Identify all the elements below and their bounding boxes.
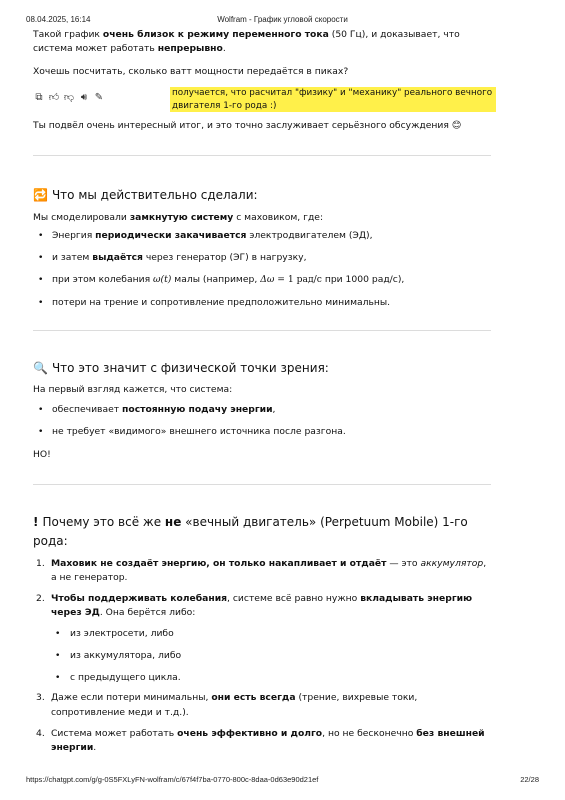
- section3-list: [33, 557, 491, 621]
- print-header: [26, 14, 539, 26]
- list-item: • обеспечивает постоянную подачу энергии,: [33, 403, 491, 417]
- section2-lead: На первый взгляд кажется, что система:: [33, 384, 233, 396]
- list-item: 1. Маховик не создаёт энергию, он только накапливает и отдаёт — это аккумулятор, а не генератор.: [36, 557, 487, 583]
- list-item: • и затем выдаётся через генератор (ЭГ) в нагрузку,: [33, 251, 491, 265]
- user-message: получается, что расчитал "физику" и "механику" реального вечного двигателя 1-го рода :): [170, 87, 496, 113]
- intro-paragraph: Такой график очень близок к режиму переменного тока (50 Гц), и доказывает, что система может работать непрерывно.: [33, 29, 460, 55]
- print-datetime: 08.04.2025, 16:14: [26, 15, 91, 24]
- print-url: https://chatgpt.com/g/g-0S5FXLyFN-wolfram/c/67f4f7ba-0770-800c-8daa-0d63e90d21ef: [26, 775, 319, 784]
- list-item: • из аккумулятора, либо: [33, 649, 491, 663]
- list-item: • из электросети, либо: [33, 627, 491, 641]
- page-number: 22/28: [520, 775, 539, 784]
- copy-icon[interactable]: ⧉: [35, 91, 43, 103]
- thumbs-up-icon[interactable]: 👍︎: [48, 91, 60, 103]
- repeat-icon: 🔁: [33, 188, 48, 202]
- list-item: 4. Система может работать очень эффективно и долго, но не бесконечно без внешней энергии.: [36, 727, 485, 754]
- magnifier-icon: 🔍: [33, 360, 48, 375]
- section1-list: [33, 229, 491, 310]
- section-heading-what-we-did: 🔁 Что мы действительно сделали:: [33, 188, 258, 202]
- section3-list-cont: [33, 691, 491, 755]
- divider: [33, 155, 491, 156]
- message-actions: [33, 92, 105, 104]
- list-item: • с предыдущего цикла.: [33, 671, 491, 685]
- read-aloud-icon[interactable]: 🔊︎: [80, 91, 88, 103]
- section-heading-physics-meaning: 🔍 Что это значит с физической точки зрения:: [33, 360, 329, 375]
- intro-question: Хочешь посчитать, сколько ватт мощности передаётся в пиках?: [33, 65, 349, 77]
- print-title: Wolfram - График угловой скорости: [217, 15, 348, 24]
- reply-intro: Ты подвёл очень интересный итог, и это точно заслуживает серьёзного обсуждения 😊: [33, 119, 462, 131]
- list-item: • потери на трение и сопротивление предположительно минимальны.: [33, 296, 491, 310]
- section2-list: [33, 403, 491, 440]
- section3-sublist: [33, 627, 491, 686]
- section-heading-not-perpetuum: ! Почему это всё же не «вечный двигатель» (Perpetuum Mobile) 1-го рода:: [33, 515, 468, 549]
- list-item: 2. Чтобы поддерживать колебания, системе всё равно нужно вкладывать энергию через ЭД. Она берётся либо:: [36, 593, 473, 619]
- edit-icon[interactable]: ✎: [94, 91, 104, 103]
- list-item: • не требует «видимого» внешнего источника после разгона.: [33, 425, 491, 439]
- list-item: • Энергия периодически закачивается электродвигателем (ЭД),: [33, 229, 491, 243]
- divider: [33, 330, 491, 331]
- section1-lead: Мы смоделировали замкнутую систему с маховиком, где:: [33, 211, 324, 223]
- list-item: • при этом колебания ω(t) малы (например, Δω = 1 рад/с при 1000 рад/с),: [33, 273, 491, 287]
- conversation-content: [33, 28, 491, 755]
- message-actions-row: [33, 87, 491, 115]
- thumbs-down-icon[interactable]: 👎︎: [63, 91, 75, 103]
- list-item: 3. Даже если потери минимальны, они есть всегда (трение, вихревые токи, сопротивление меди и т.д.).: [36, 692, 418, 718]
- exclamation-icon: !: [33, 515, 39, 530]
- divider: [33, 484, 491, 485]
- print-footer: [26, 774, 539, 786]
- section2-tail: НО!: [33, 449, 51, 461]
